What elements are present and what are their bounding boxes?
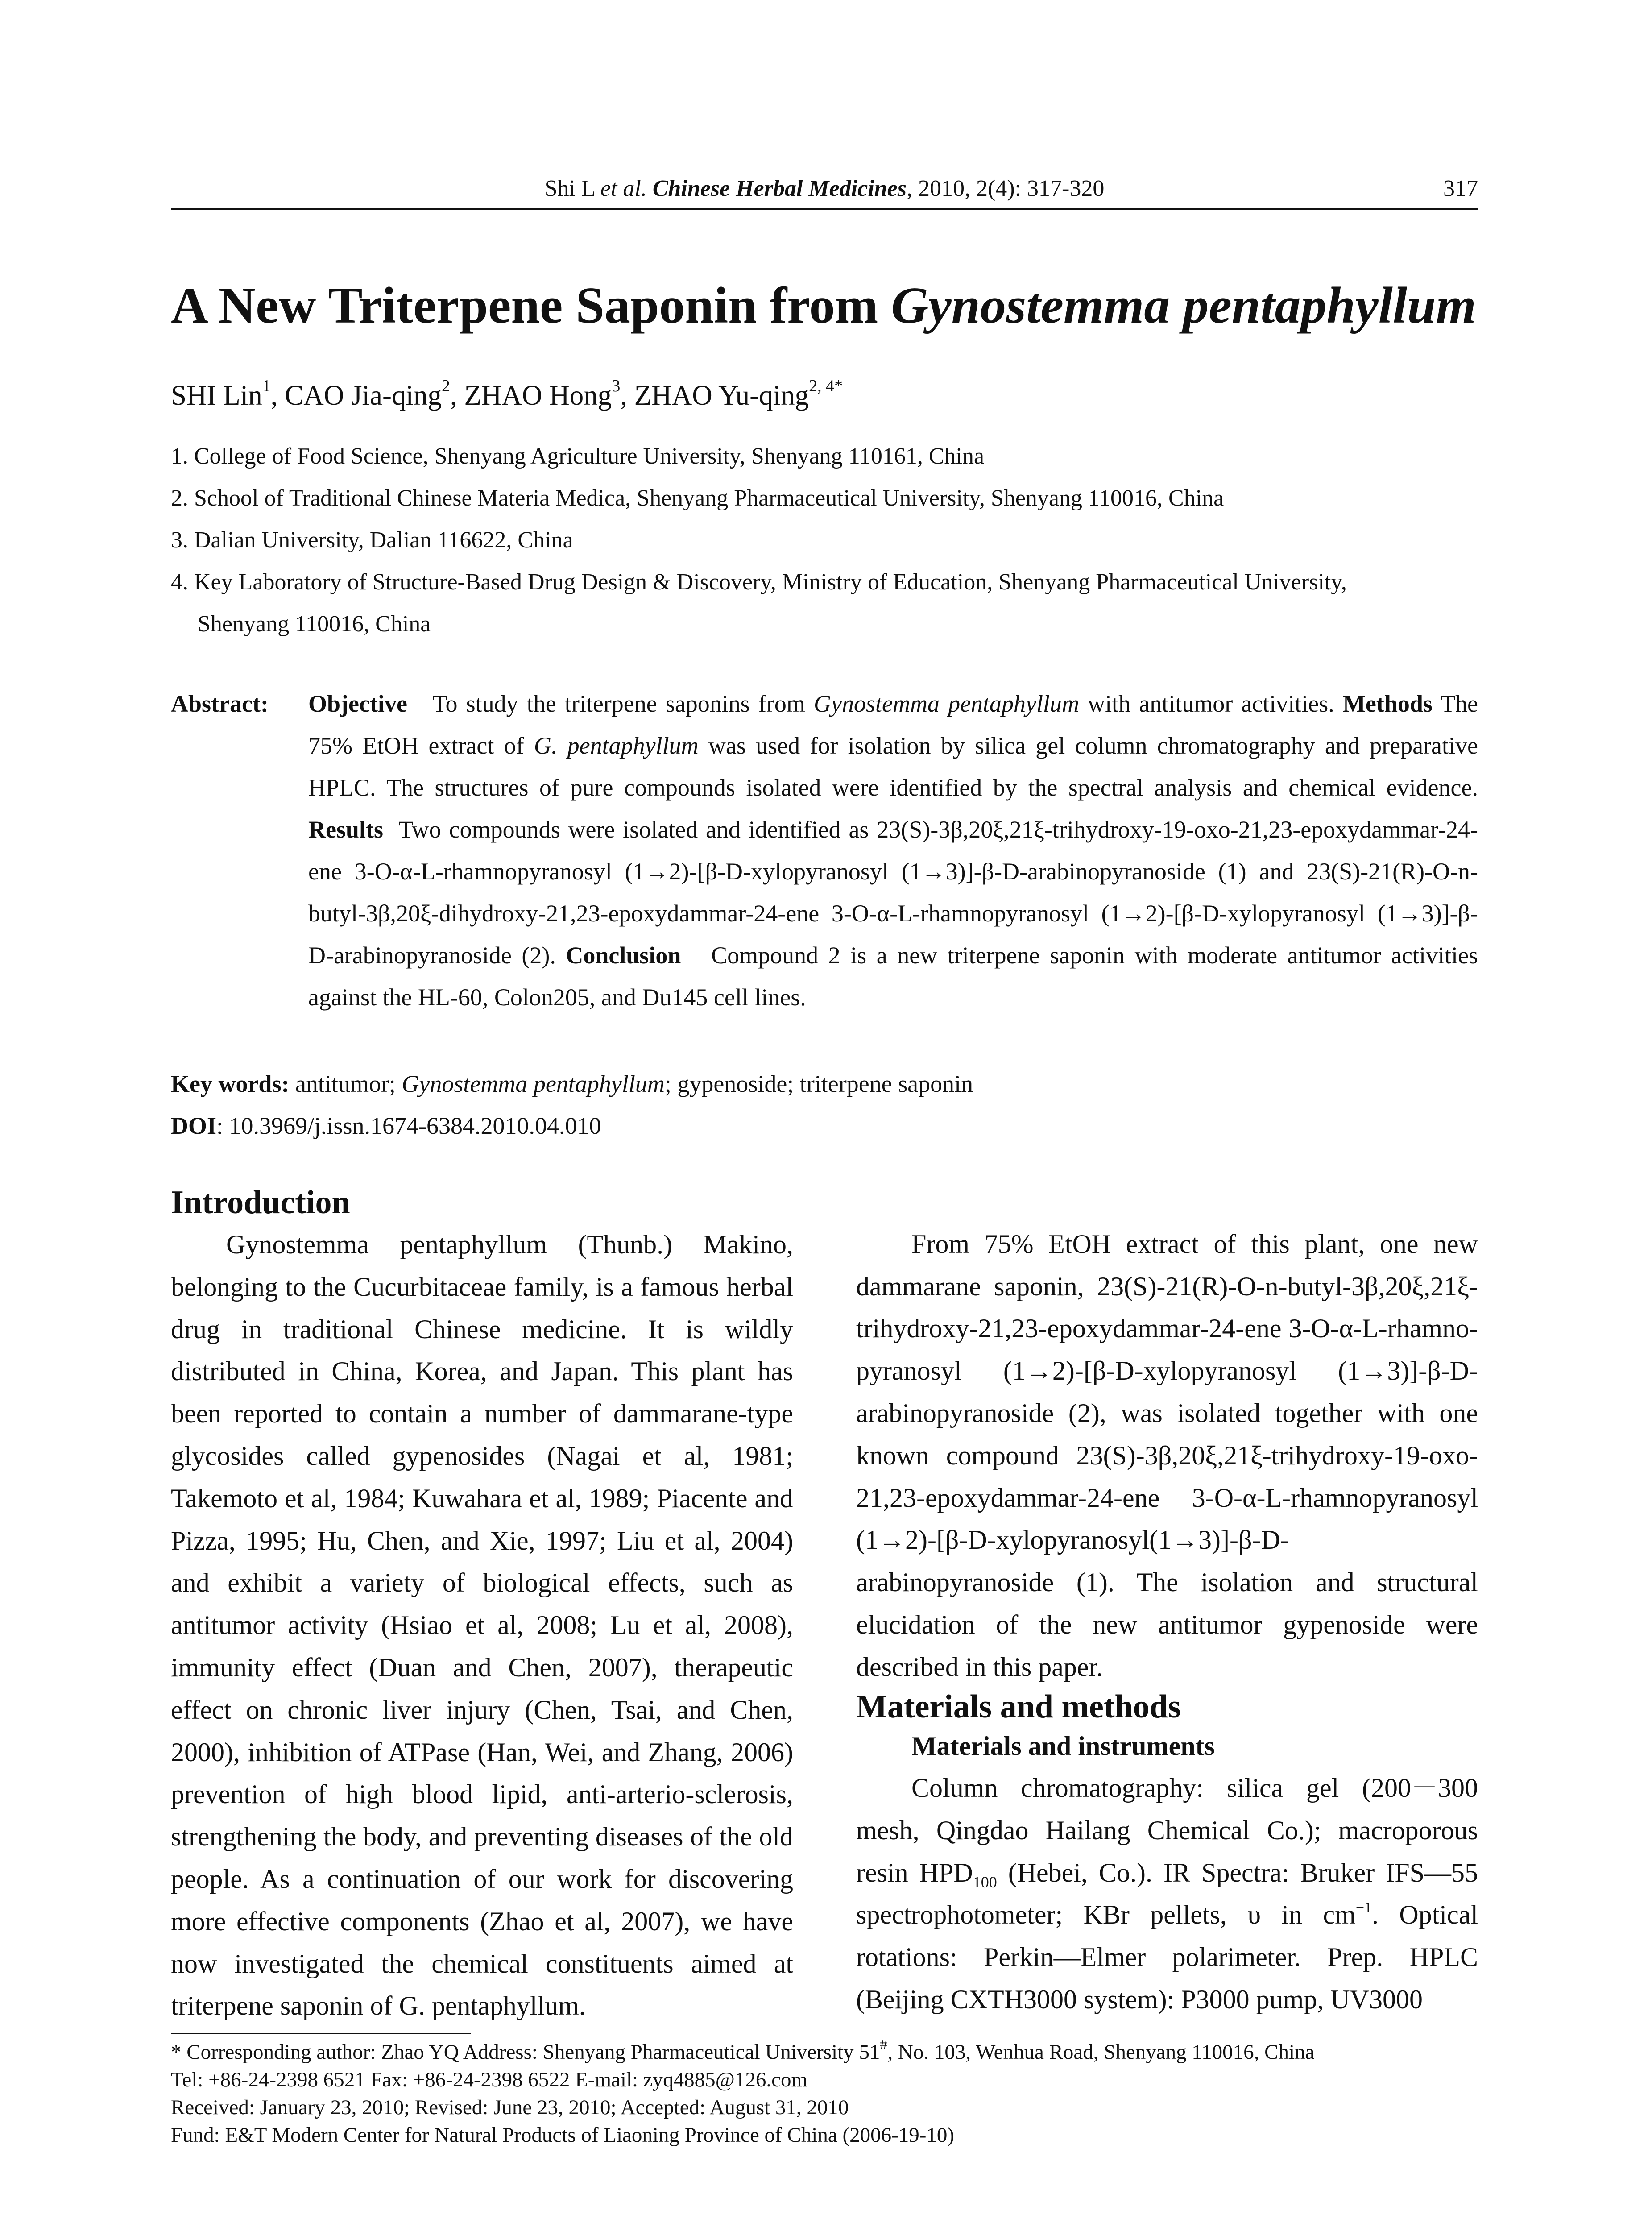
species-name: G. pentaphyllum	[534, 732, 699, 759]
introduction-paragraph: From 75% EtOH extract of this plant, one new dammarane saponin, 23(S)-21(R)-O-n-butyl-3β,20ξ,21ξ-trihydroxy-21,23-epoxydammar-24-ene 3-O-α-L-rhamno-pyranosyl (1→2)-[β-D-xylopyranosyl (1→3)]-β-D-arabinopyranoside (2), was isolated together with one known compound 23(S)-3β,20ξ,21ξ-trihydroxy-19-oxo-21,23-epoxydammar-24-ene 3-O-α-L-rhamnopyranosyl (1→2)-[β-D-xylopyranosyl(1→3)]-β-D-arabinopyranoside (1). The isolation and structural elucidation of the new antitumor gypenoside were described in this paper.	[856, 1229, 1478, 1682]
materials-text: (Hebei, Co.). IR Spectra: Bruker IFS―55 spectrophotometer; KBr pellets, υ in cm	[856, 1858, 1478, 1930]
footnote-text: , No. 103, Wenhua Road, Shenyang 110016, China	[887, 2040, 1315, 2064]
article-title	[171, 272, 1478, 339]
footnote-fund: Fund: E&T Modern Center for Natural Products of Liaoning Province of China (2006-19-10)	[171, 2123, 955, 2147]
objective-text: with antitumor activities.	[1079, 690, 1334, 717]
journal-name: Chinese Herbal Medicines	[646, 176, 907, 201]
author-affiliation-mark: 1	[262, 377, 271, 395]
species-name: Gynostemma pentaphyllum	[402, 1070, 665, 1097]
conclusion-text: Compound 2 is a new triterpene saponin with moderate antitumor activities against the HL-60, Colon205, and Du145 cell lines.	[308, 942, 1478, 1011]
introduction-heading: Introduction	[171, 1184, 350, 1221]
citation-etal: et al.	[600, 176, 647, 201]
results-text: Two compounds were isolated and identified as 23(S)-3β,20ξ,21ξ-trihydroxy-19-oxo-21,23-epoxydammar-24-ene 3-O-α-L-rhamnopyranosyl (1→2)-[β-D-xylopyranosyl (1→3)]-β-D-arabinopyranoside (1) and 23(S)-21(R)-O-n-butyl-3β,20ξ-dihydroxy-21,23-epoxydammar-24-ene 3-O-α-L-rhamnopyranosyl (1→2)-[β-D-xylopyranosyl (1→3)]-β-D-arabinopyranoside (2).	[308, 816, 1478, 969]
author-affiliation-mark: 2	[441, 377, 450, 395]
cm-superscript: −1	[1355, 1899, 1372, 1916]
keywords-text: ; gypenoside; triterpene saponin	[664, 1070, 973, 1097]
materials-subheading: Materials and instruments	[911, 1731, 1215, 1761]
author-list: SHI Lin$^1$, CAO Jia-qing$^2$, ZHAO Hong$^3$, ZHAO Yu-qing$^{2, 4*}$	[171, 377, 843, 411]
affiliation-item: 1. College of Food Science, Shenyang Agriculture University, Shenyang 110161, China	[171, 444, 985, 469]
methods-text: The 75% EtOH extract of	[308, 690, 1478, 759]
abstract-text	[308, 683, 1478, 1018]
hpd-subscript: 100	[973, 1873, 997, 1891]
footnote-sup: #	[880, 2036, 888, 2053]
author-affiliation-mark: 2, 4*	[809, 377, 843, 395]
affiliation-list	[171, 435, 1478, 645]
materials-text: . Optical rotations: Perkin—Elmer polarimeter. Prep. HPLC (Beijing CXTH3000 system): P3000 pump, UV3000	[856, 1900, 1478, 2014]
footnote-contact: Tel: +86-24-2398 6521 Fax: +86-24-2398 6522 E-mail: zyq4885@126.com	[171, 2068, 808, 2091]
materials-text: Column chromatography: silica gel (200－300 mesh, Qingdao Hailang Chemical Co.); macroporous resin HPD	[856, 1773, 1478, 1887]
footnotes	[171, 2038, 1478, 2149]
header-rule	[171, 208, 1478, 210]
abstract-label: Abstract:	[171, 690, 269, 717]
author-name: CAO Jia-qing	[285, 380, 442, 411]
methods-label: Methods	[1342, 690, 1433, 717]
objective-text: To study the triterpene saponins from	[432, 690, 814, 717]
title-species: Gynostemma pentaphyllum	[891, 277, 1476, 334]
footnote-rule	[171, 2033, 471, 2034]
affiliation-item-continued: Shenyang 110016, China	[198, 611, 431, 637]
footnote-text: * Corresponding author: Zhao YQ Address: Shenyang Pharmaceutical University 51	[171, 2040, 880, 2064]
footnote-corresponding	[171, 2038, 1478, 2066]
materials-body	[856, 1767, 1478, 2021]
methods-text: was used for isolation by silica gel column chromatography and preparative HPLC. The structures of pure compounds isolated were identified by the spectral analysis and chemical evidence.	[308, 732, 1478, 801]
doi-line	[171, 1105, 601, 1147]
species-name: Gynostemma pentaphyllum	[814, 690, 1080, 717]
results-label: Results	[308, 816, 384, 843]
methods-heading: Materials and methods	[856, 1688, 1181, 1725]
affiliation-item: 4. Key Laboratory of Structure-Based Drug Design & Discovery, Ministry of Education, Shenyang Pharmaceutical University,	[171, 569, 1347, 595]
author-affiliation-mark: 3	[612, 377, 621, 395]
author-name: ZHAO Yu-qing	[634, 380, 809, 411]
materials-paragraph	[856, 1767, 1478, 2021]
objective-label: Objective	[308, 690, 407, 717]
citation-line	[171, 173, 1478, 204]
affiliation-item: 2. School of Traditional Chinese Materia Medica, Shenyang Pharmaceutical University, Shenyang 110016, China	[171, 485, 1224, 511]
introduction-paragraph: Gynostemma pentaphyllum (Thunb.) Makino, belonging to the Cucurbitaceae family, is a famous herbal drug in traditional Chinese medicine. It is wildly distributed in China, Korea, and Japan. This plant has been reported to contain a number of dammarane-type glycosides called gypenosides (Nagai et al, 1981; Takemoto et al, 1984; Kuwahara et al, 1989; Piacente and Pizza, 1995; Hu, Chen, and Xie, 1997; Liu et al, 2004) and exhibit a variety of biological effects, such as antitumor activity (Hsiao et al, 2008; Lu et al, 2008), immunity effect (Duan and Chen, 2007), therapeutic effect on chronic liver injury (Chen, Tsai, and Chen, 2000), inhibition of ATPase (Han, Wei, and Zhang, 2006) prevention of high blood lipid, anti-arterio-sclerosis, strengthening the body, and preventing diseases of the old people. As a continuation of our work for discovering more effective components (Zhao et al, 2007), we have now investigated the chemical constituents aimed at triterpene saponin of G. pentaphyllum.	[171, 1230, 793, 2021]
author-name: ZHAO Hong	[464, 380, 612, 411]
keywords-line	[171, 1063, 973, 1105]
introduction-body	[171, 1223, 793, 2027]
keywords-text: antitumor;	[289, 1070, 402, 1097]
page-number: 317	[1443, 176, 1478, 201]
footnote-received: Received: January 23, 2010; Revised: June 23, 2010; Accepted: August 31, 2010	[171, 2096, 849, 2119]
title-plain: A New Triterpene Saponin from	[171, 277, 891, 334]
author-name: SHI Lin	[171, 380, 262, 411]
keywords-label: Key words:	[171, 1070, 290, 1097]
affiliation-item: 3. Dalian University, Dalian 116622, China	[171, 527, 573, 553]
doi-label: DOI	[171, 1112, 217, 1139]
introduction-body-continued	[856, 1181, 1478, 1688]
conclusion-label: Conclusion	[566, 942, 681, 969]
doi-value: : 10.3969/j.issn.1674-6384.2010.04.010	[216, 1112, 601, 1139]
citation-volume: , 2010, 2(4): 317-320	[906, 176, 1105, 201]
citation-authors: Shi L	[544, 176, 600, 201]
